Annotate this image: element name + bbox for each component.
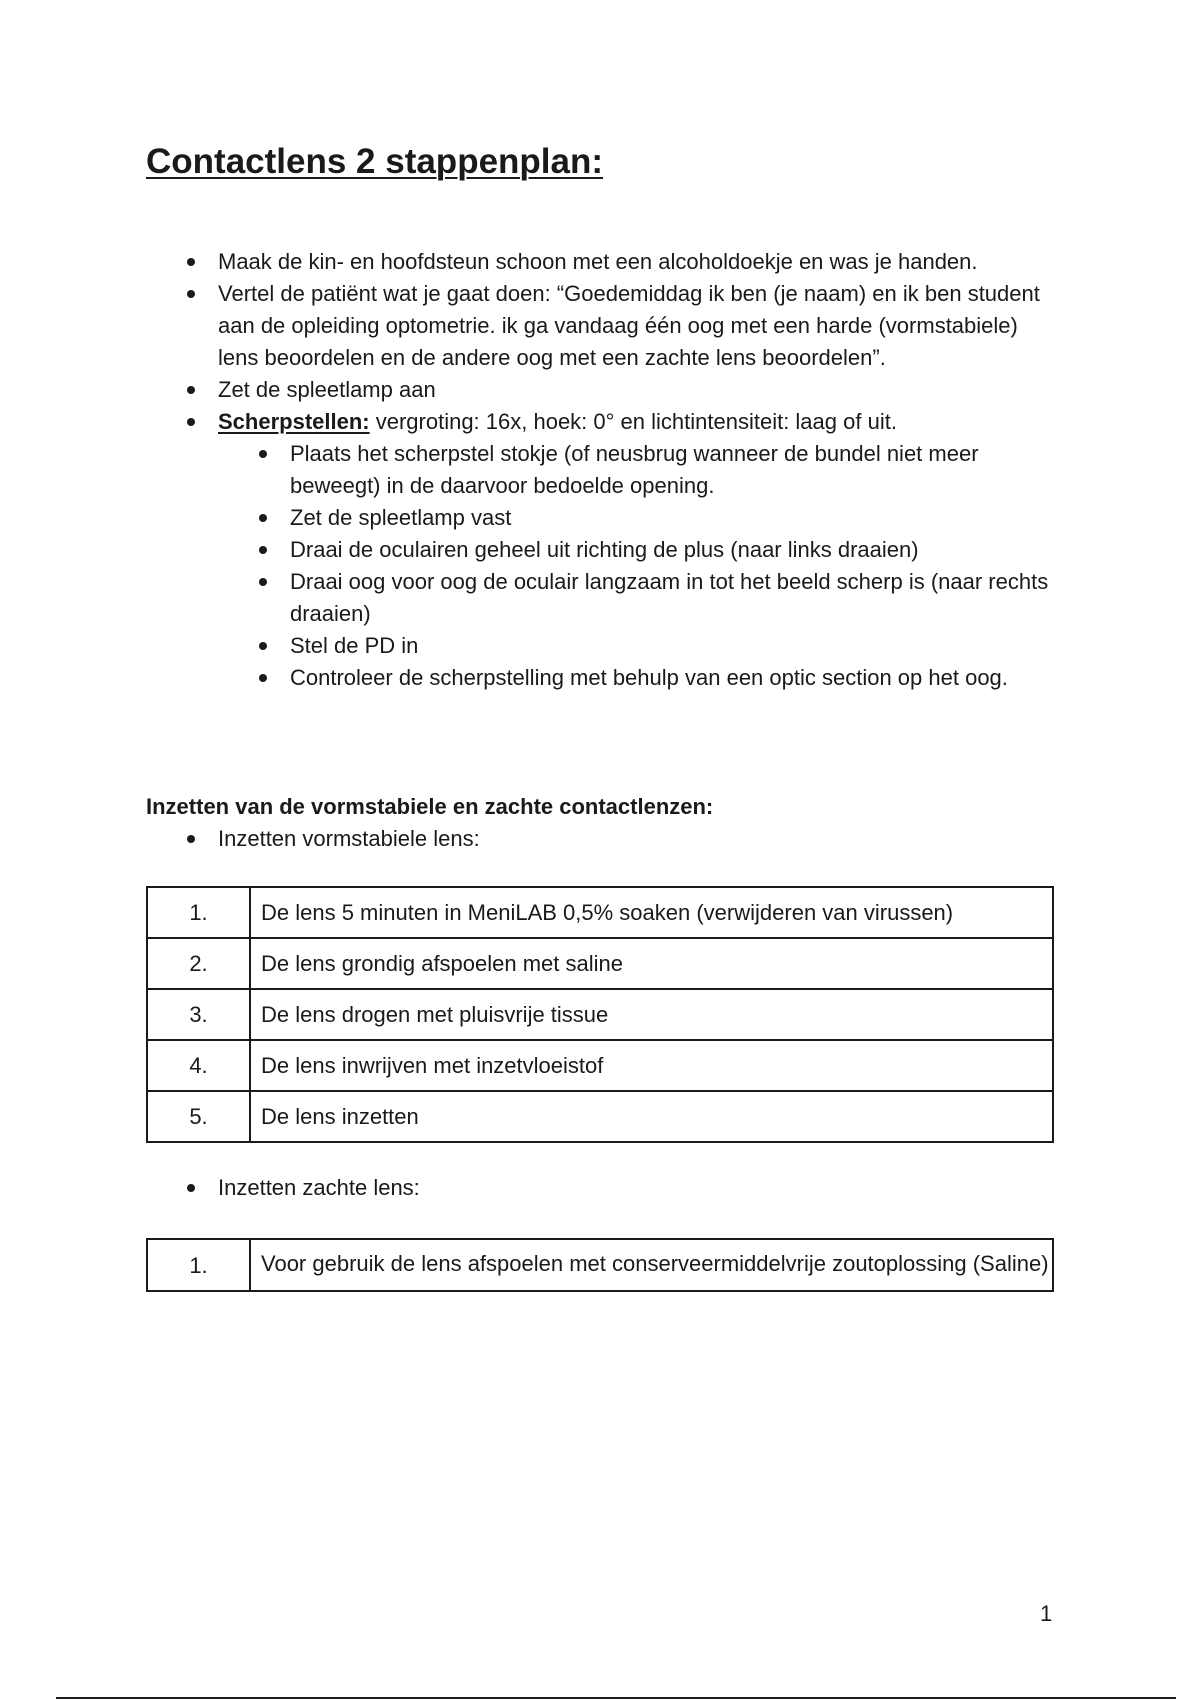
hard-lens-bullet-list [218,823,1058,855]
list-item: Draai oog voor oog de oculair langzaam in tot het beeld scherp is (naar rechts draaien) [290,566,1058,630]
step-number: 4. [147,1040,250,1091]
list-item: Plaats het scherpstel stokje (of neusbrug wanneer de bundel niet meer beweegt) in de daarvoor bedoelde opening. [290,438,1058,502]
table-row [147,1040,1053,1091]
list-item: Vertel de patiënt wat je gaat doen: “Goedemiddag ik ben (je naam) en ik ben student aan de opleiding optometrie. ik ga vandaag één oog met een harde (vormstabiele) lens beoordelen en de andere oog met een zachte lens beoordelen”. [218,278,1058,374]
step-text: De lens 5 minuten in MeniLAB 0,5% soaken (verwijderen van virussen) [250,887,1053,938]
focus-steps-list [290,438,1058,694]
step-number: 2. [147,938,250,989]
insert-section-heading: Inzetten van de vormstabiele en zachte contactlenzen: [146,794,714,819]
step-text: De lens inwrijven met inzetvloeistof [250,1040,1053,1091]
list-item: Zet de spleetlamp aan [218,374,1058,406]
footer-divider [56,1697,1176,1699]
list-item: Controleer de scherpstelling met behulp van een optic section op het oog. [290,662,1058,694]
step-text: De lens inzetten [250,1091,1053,1142]
table-row [147,989,1053,1040]
step-number: 1. [147,887,250,938]
step-number: 3. [147,989,250,1040]
focus-list-item [218,406,1058,694]
step-text: Voor gebruik de lens afspoelen met conserveermiddelvrije zoutoplossing (Saline) [250,1239,1053,1291]
table-row [147,1239,1053,1291]
step-text: De lens drogen met pluisvrije tissue [250,989,1053,1040]
focus-label: Scherpstellen: [218,409,370,434]
step-number: 5. [147,1091,250,1142]
soft-lens-bullet-list [218,1172,1058,1204]
page-title: Contactlens 2 stappenplan: [146,142,604,181]
table-row [147,938,1053,989]
step-number: 1. [147,1239,250,1291]
list-item: Inzetten zachte lens: [218,1172,1058,1204]
intro-bullet-list [218,246,1058,694]
list-item: Draai de oculairen geheel uit richting de plus (naar links draaien) [290,534,1058,566]
hard-lens-steps-table [146,886,1054,1143]
page-number: 1 [1040,1601,1053,1626]
table-row [147,887,1053,938]
list-item: Zet de spleetlamp vast [290,502,1058,534]
list-item: Inzetten vormstabiele lens: [218,823,1058,855]
soft-lens-steps-table [146,1238,1054,1292]
table-row [147,1091,1053,1142]
step-text: De lens grondig afspoelen met saline [250,938,1053,989]
focus-settings-text: vergroting: 16x, hoek: 0° en lichtintensiteit: laag of uit. [369,409,897,434]
list-item: Stel de PD in [290,630,1058,662]
list-item: Maak de kin- en hoofdsteun schoon met een alcoholdoekje en was je handen. [218,246,1058,278]
